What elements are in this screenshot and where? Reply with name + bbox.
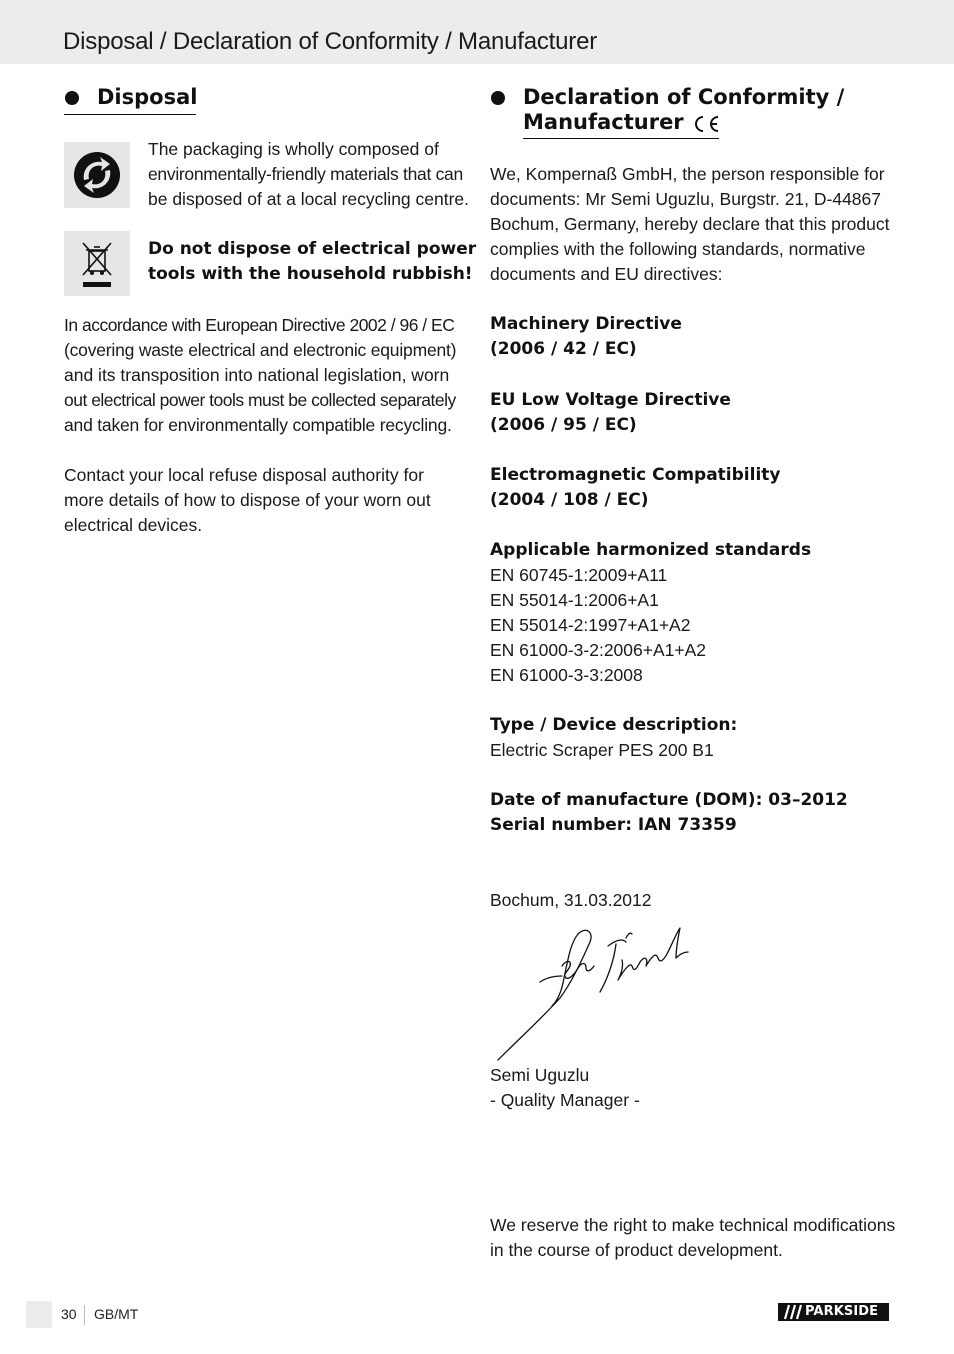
footer-divider bbox=[84, 1305, 85, 1325]
place-date: Bochum, 31.03.2012 bbox=[490, 890, 652, 910]
reserve-text-line-1: We reserve the right to make technical modifications bbox=[490, 1215, 896, 1235]
directive-text-line-3: and its transposition into national legislation, worn bbox=[64, 365, 450, 385]
standard-item: EN 61000-3-3:2008 bbox=[490, 665, 643, 685]
warning-text-line-2: tools with the household rubbish! bbox=[148, 264, 473, 284]
page-number: 30 bbox=[61, 1306, 77, 1322]
disposal-heading: Disposal bbox=[97, 85, 198, 109]
section-bullet bbox=[65, 91, 79, 105]
contact-text-line-2: more details of how to dispose of your worn out bbox=[64, 490, 431, 510]
reserve-text-line-2: in the course of product development. bbox=[490, 1240, 783, 1260]
packaging-text-line-2: environmentally-friendly materials that can bbox=[148, 164, 463, 184]
declaration-heading-underline bbox=[523, 138, 719, 139]
ce-mark bbox=[691, 114, 721, 134]
contact-text-line-3: electrical devices. bbox=[64, 515, 203, 535]
date-of-manufacture: Date of manufacture (DOM): 03–2012 bbox=[490, 790, 848, 810]
parkside-logo bbox=[778, 1303, 889, 1321]
signatory-title: - Quality Manager - bbox=[490, 1090, 640, 1110]
contact-text-line-1: Contact your local refuse disposal authority for bbox=[64, 465, 424, 485]
intro-text-line-4: complies with the following standards, normative bbox=[490, 239, 866, 259]
emc-directive-number: (2004 / 108 / EC) bbox=[490, 490, 649, 510]
directive-text-line-2: (covering waste electrical and electronic equipment) bbox=[64, 340, 457, 360]
disposal-heading-underline bbox=[64, 114, 196, 115]
standards-heading: Applicable harmonized standards bbox=[490, 540, 812, 560]
language-code: GB/MT bbox=[94, 1306, 139, 1322]
brand-name: PARKSIDE bbox=[805, 1304, 879, 1319]
machinery-directive-label: Machinery Directive bbox=[490, 314, 682, 334]
packaging-text-line-3: be disposed of at a local recycling centre. bbox=[148, 189, 470, 209]
section-bullet bbox=[491, 91, 505, 105]
standard-item: EN 55014-2:1997+A1+A2 bbox=[490, 615, 691, 635]
standard-item: EN 60745-1:2009+A11 bbox=[490, 565, 668, 585]
signatory-name: Semi Uguzlu bbox=[490, 1065, 590, 1085]
intro-text-line-1: We, Kompernaß GmbH, the person responsible for bbox=[490, 164, 885, 184]
intro-text-line-5: documents and EU directives: bbox=[490, 264, 723, 284]
type-value: Electric Scraper PES 200 B1 bbox=[490, 740, 714, 760]
low-voltage-directive-number: (2006 / 95 / EC) bbox=[490, 415, 637, 435]
machinery-directive-number: (2006 / 42 / EC) bbox=[490, 339, 637, 359]
standard-item: EN 61000-3-2:2006+A1+A2 bbox=[490, 640, 706, 660]
crossed-bin-icon bbox=[64, 231, 130, 296]
directive-text-line-5: and taken for environmentally compatible recycling. bbox=[64, 415, 452, 435]
directive-text-line-1: In accordance with European Directive 2002 / 96 / EC bbox=[64, 315, 455, 335]
packaging-text-line-1: The packaging is wholly composed of bbox=[148, 139, 439, 159]
emc-directive-label: Electromagnetic Compatibility bbox=[490, 465, 781, 485]
declaration-heading-line-2: Manufacturer bbox=[523, 110, 684, 134]
declaration-heading-line-1: Declaration of Conformity / bbox=[523, 85, 845, 109]
type-heading: Type / Device description: bbox=[490, 715, 738, 735]
warning-text-line-1: Do not dispose of electrical power bbox=[148, 239, 477, 259]
intro-text-line-3: Bochum, Germany, hereby declare that this product bbox=[490, 214, 890, 234]
page-title: Disposal / Declaration of Conformity / Manufacturer bbox=[63, 28, 598, 55]
intro-text-line-2: documents: Mr Semi Uguzlu, Burgstr. 21, D-44867 bbox=[490, 189, 882, 209]
signature-image bbox=[490, 920, 695, 1065]
low-voltage-directive-label: EU Low Voltage Directive bbox=[490, 390, 731, 410]
standard-item: EN 55014-1:2006+A1 bbox=[490, 590, 659, 610]
directive-text-line-4: out electrical power tools must be collected separately bbox=[64, 390, 456, 410]
recycling-icon bbox=[64, 142, 130, 208]
footer-marker bbox=[26, 1301, 52, 1328]
serial-number: Serial number: IAN 73359 bbox=[490, 815, 737, 835]
